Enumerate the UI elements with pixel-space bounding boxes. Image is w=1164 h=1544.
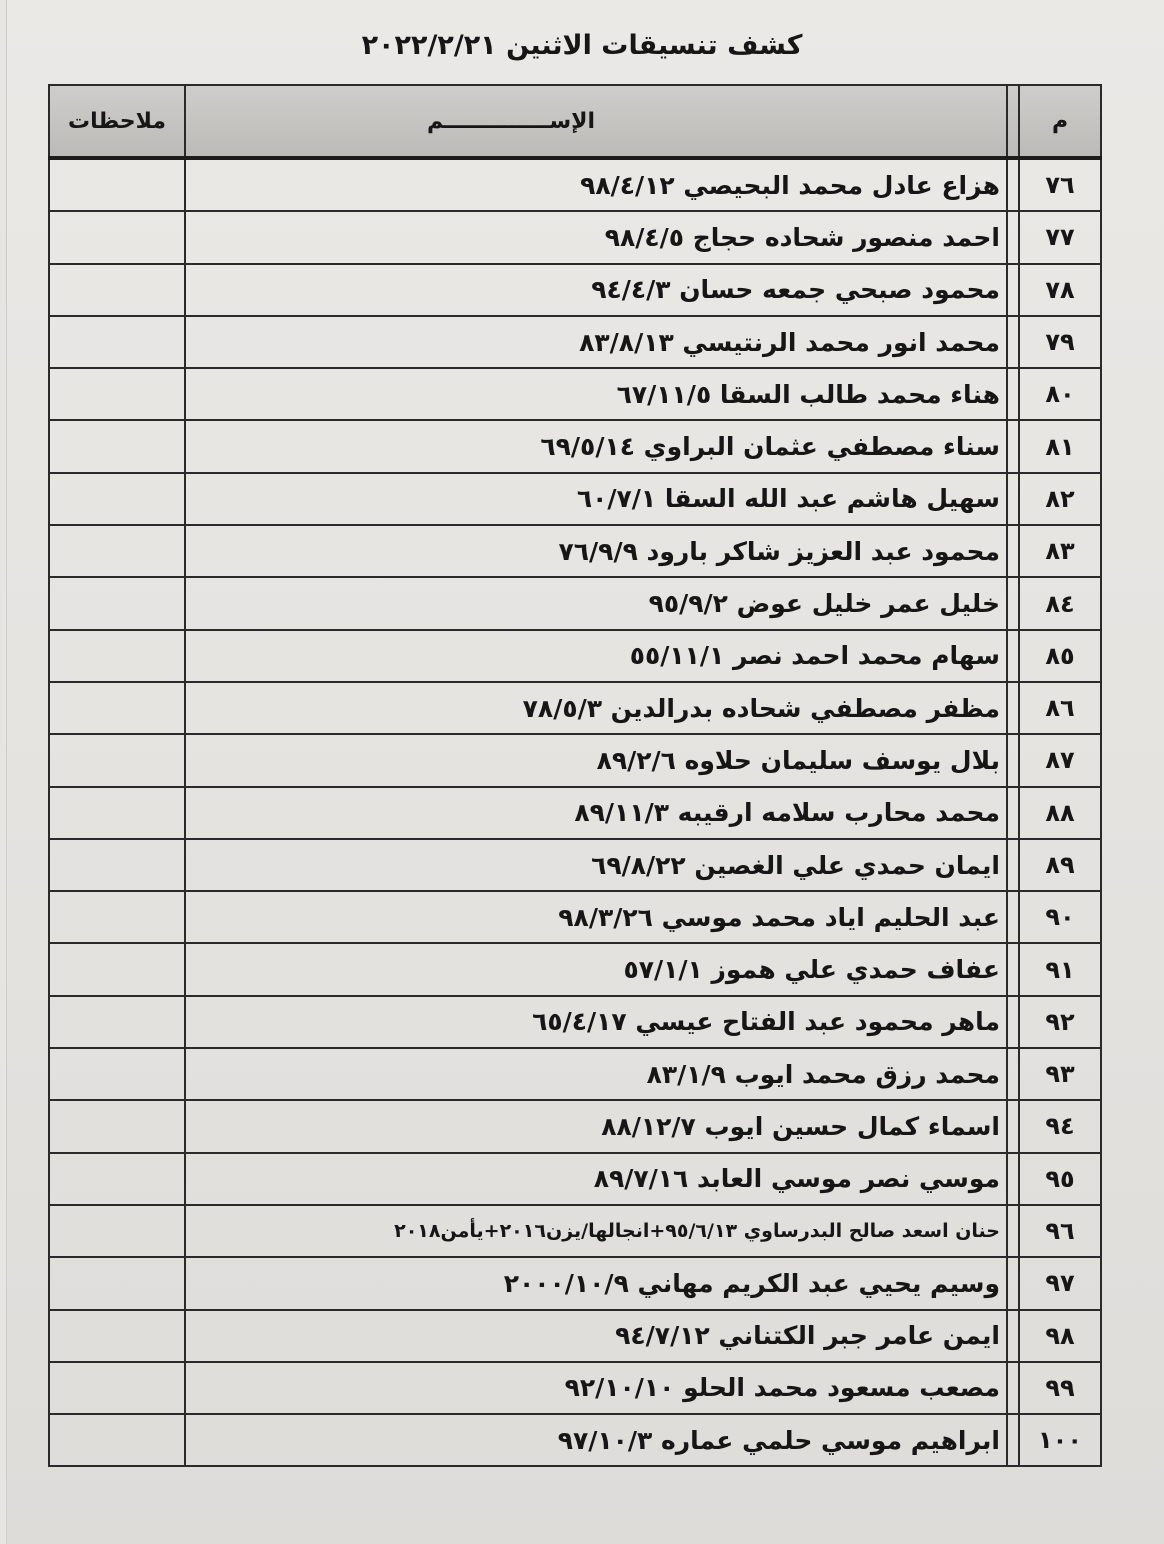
header-gap bbox=[1007, 85, 1019, 158]
row-number: ٩٤ bbox=[1019, 1100, 1101, 1152]
row-number: ٨٥ bbox=[1019, 630, 1101, 682]
names-table bbox=[48, 84, 1102, 1467]
table-row bbox=[49, 1100, 1101, 1152]
row-gap bbox=[1007, 316, 1019, 368]
row-notes bbox=[49, 630, 185, 682]
table-row bbox=[49, 1257, 1101, 1309]
table-row bbox=[49, 996, 1101, 1048]
table-row bbox=[49, 630, 1101, 682]
row-number: ٨٣ bbox=[1019, 525, 1101, 577]
row-notes bbox=[49, 368, 185, 420]
row-gap bbox=[1007, 420, 1019, 472]
row-name: هناء محمد طالب السقا ٦٧/١١/٥ bbox=[185, 368, 1007, 420]
table-row bbox=[49, 525, 1101, 577]
row-notes bbox=[49, 1257, 185, 1309]
row-notes bbox=[49, 158, 185, 211]
row-notes bbox=[49, 264, 185, 316]
row-notes bbox=[49, 1100, 185, 1152]
row-name: احمد منصور شحاده حجاج ٩٨/٤/٥ bbox=[185, 211, 1007, 263]
row-name: ابراهيم موسي حلمي عماره ٩٧/١٠/٣ bbox=[185, 1414, 1007, 1466]
row-gap bbox=[1007, 525, 1019, 577]
row-notes bbox=[49, 839, 185, 891]
row-notes bbox=[49, 525, 185, 577]
row-gap bbox=[1007, 943, 1019, 995]
row-name: محمد محارب سلامه ارقيبه ٨٩/١١/٣ bbox=[185, 787, 1007, 839]
table-header bbox=[49, 85, 1101, 158]
row-name: حنان اسعد صالح البدرساوي ٩٥/٦/١٣+انجالها/يزن٢٠١٦+يأمن٢٠١٨ bbox=[185, 1205, 1007, 1257]
row-gap bbox=[1007, 839, 1019, 891]
row-name: ايمن عامر جبر الكتناني ٩٤/٧/١٢ bbox=[185, 1310, 1007, 1362]
row-name: محمود عبد العزيز شاكر بارود ٧٦/٩/٩ bbox=[185, 525, 1007, 577]
row-notes bbox=[49, 1153, 185, 1205]
row-number: ٩٢ bbox=[1019, 996, 1101, 1048]
table-row bbox=[49, 1153, 1101, 1205]
row-notes bbox=[49, 473, 185, 525]
row-number: ٨٤ bbox=[1019, 577, 1101, 629]
table-row bbox=[49, 1205, 1101, 1257]
row-notes bbox=[49, 577, 185, 629]
row-name: بلال يوسف سليمان حلاوه ٨٩/٢/٦ bbox=[185, 734, 1007, 786]
row-number: ٨٩ bbox=[1019, 839, 1101, 891]
row-gap bbox=[1007, 577, 1019, 629]
row-number: ٩٠ bbox=[1019, 891, 1101, 943]
row-notes bbox=[49, 420, 185, 472]
table-row bbox=[49, 891, 1101, 943]
header-name-label: الإســــــــــــــم bbox=[426, 108, 596, 134]
row-gap bbox=[1007, 630, 1019, 682]
table-row bbox=[49, 1362, 1101, 1414]
row-name: اسماء كمال حسين ايوب ٨٨/١٢/٧ bbox=[185, 1100, 1007, 1152]
header-name bbox=[185, 85, 1007, 158]
table-row bbox=[49, 734, 1101, 786]
row-number: ٩٦ bbox=[1019, 1205, 1101, 1257]
row-number: ٧٩ bbox=[1019, 316, 1101, 368]
row-number: ٩٥ bbox=[1019, 1153, 1101, 1205]
row-number: ١٠٠ bbox=[1019, 1414, 1101, 1466]
row-notes bbox=[49, 211, 185, 263]
table-row bbox=[49, 1048, 1101, 1100]
row-name: عفاف حمدي علي هموز ٥٧/١/١ bbox=[185, 943, 1007, 995]
table-row bbox=[49, 473, 1101, 525]
table-row bbox=[49, 368, 1101, 420]
row-notes bbox=[49, 943, 185, 995]
row-notes bbox=[49, 316, 185, 368]
row-name: محمود صبحي جمعه حسان ٩٤/٤/٣ bbox=[185, 264, 1007, 316]
table-row bbox=[49, 316, 1101, 368]
table-row bbox=[49, 264, 1101, 316]
row-number: ٧٧ bbox=[1019, 211, 1101, 263]
row-gap bbox=[1007, 1257, 1019, 1309]
header-row bbox=[49, 85, 1101, 158]
row-number: ٩١ bbox=[1019, 943, 1101, 995]
row-number: ٧٦ bbox=[1019, 158, 1101, 211]
row-name: وسيم يحيي عبد الكريم مهاني ٢٠٠٠/١٠/٩ bbox=[185, 1257, 1007, 1309]
table-row bbox=[49, 1310, 1101, 1362]
row-gap bbox=[1007, 1048, 1019, 1100]
row-name: ايمان حمدي علي الغصين ٦٩/٨/٢٢ bbox=[185, 839, 1007, 891]
table-row bbox=[49, 158, 1101, 211]
row-number: ٧٨ bbox=[1019, 264, 1101, 316]
row-notes bbox=[49, 1310, 185, 1362]
row-gap bbox=[1007, 787, 1019, 839]
table-row bbox=[49, 943, 1101, 995]
row-number: ٨٧ bbox=[1019, 734, 1101, 786]
row-gap bbox=[1007, 1362, 1019, 1414]
row-gap bbox=[1007, 734, 1019, 786]
row-name: سهيل هاشم عبد الله السقا ٦٠/٧/١ bbox=[185, 473, 1007, 525]
row-gap bbox=[1007, 1310, 1019, 1362]
row-name: محمد رزق محمد ايوب ٨٣/١/٩ bbox=[185, 1048, 1007, 1100]
row-name: سناء مصطفي عثمان البراوي ٦٩/٥/١٤ bbox=[185, 420, 1007, 472]
row-name: محمد انور محمد الرنتيسي ٨٣/٨/١٣ bbox=[185, 316, 1007, 368]
row-notes bbox=[49, 891, 185, 943]
row-name: موسي نصر موسي العابد ٨٩/٧/١٦ bbox=[185, 1153, 1007, 1205]
row-name: سهام محمد احمد نصر ٥٥/١١/١ bbox=[185, 630, 1007, 682]
row-notes bbox=[49, 787, 185, 839]
row-number: ٨٢ bbox=[1019, 473, 1101, 525]
row-notes bbox=[49, 682, 185, 734]
row-notes bbox=[49, 1048, 185, 1100]
row-gap bbox=[1007, 682, 1019, 734]
row-notes bbox=[49, 1205, 185, 1257]
table-row bbox=[49, 839, 1101, 891]
table-body bbox=[49, 158, 1101, 1466]
page-title: كشف تنسيقات الاثنين ٢٠٢٢/٢/٢١ bbox=[361, 30, 803, 61]
header-notes: ملاحظات bbox=[49, 85, 185, 158]
row-number: ٩٩ bbox=[1019, 1362, 1101, 1414]
row-number: ٨٨ bbox=[1019, 787, 1101, 839]
row-gap bbox=[1007, 891, 1019, 943]
row-notes bbox=[49, 734, 185, 786]
table-row bbox=[49, 1414, 1101, 1466]
row-gap bbox=[1007, 264, 1019, 316]
header-number: م bbox=[1019, 85, 1101, 158]
table-row bbox=[49, 420, 1101, 472]
row-gap bbox=[1007, 1414, 1019, 1466]
row-gap bbox=[1007, 368, 1019, 420]
row-gap bbox=[1007, 211, 1019, 263]
row-number: ٩٣ bbox=[1019, 1048, 1101, 1100]
row-name: مظفر مصطفي شحاده بدرالدين ٧٨/٥/٣ bbox=[185, 682, 1007, 734]
row-notes bbox=[49, 1362, 185, 1414]
table-row bbox=[49, 211, 1101, 263]
row-name: عبد الحليم اياد محمد موسي ٩٨/٣/٢٦ bbox=[185, 891, 1007, 943]
row-number: ٨١ bbox=[1019, 420, 1101, 472]
table-row bbox=[49, 787, 1101, 839]
row-number: ٨٦ bbox=[1019, 682, 1101, 734]
row-gap bbox=[1007, 1100, 1019, 1152]
row-gap bbox=[1007, 1205, 1019, 1257]
row-number: ٩٧ bbox=[1019, 1257, 1101, 1309]
table-row bbox=[49, 577, 1101, 629]
row-gap bbox=[1007, 1153, 1019, 1205]
row-name: ماهر محمود عبد الفتاح عيسي ٦٥/٤/١٧ bbox=[185, 996, 1007, 1048]
row-notes bbox=[49, 1414, 185, 1466]
row-name: هزاع عادل محمد البحيصي ٩٨/٤/١٢ bbox=[185, 158, 1007, 211]
row-notes bbox=[49, 996, 185, 1048]
table-row bbox=[49, 682, 1101, 734]
row-name: مصعب مسعود محمد الحلو ٩٢/١٠/١٠ bbox=[185, 1362, 1007, 1414]
row-gap bbox=[1007, 158, 1019, 211]
row-gap bbox=[1007, 996, 1019, 1048]
row-gap bbox=[1007, 473, 1019, 525]
row-name: خليل عمر خليل عوض ٩٥/٩/٢ bbox=[185, 577, 1007, 629]
row-number: ٨٠ bbox=[1019, 368, 1101, 420]
row-number: ٩٨ bbox=[1019, 1310, 1101, 1362]
